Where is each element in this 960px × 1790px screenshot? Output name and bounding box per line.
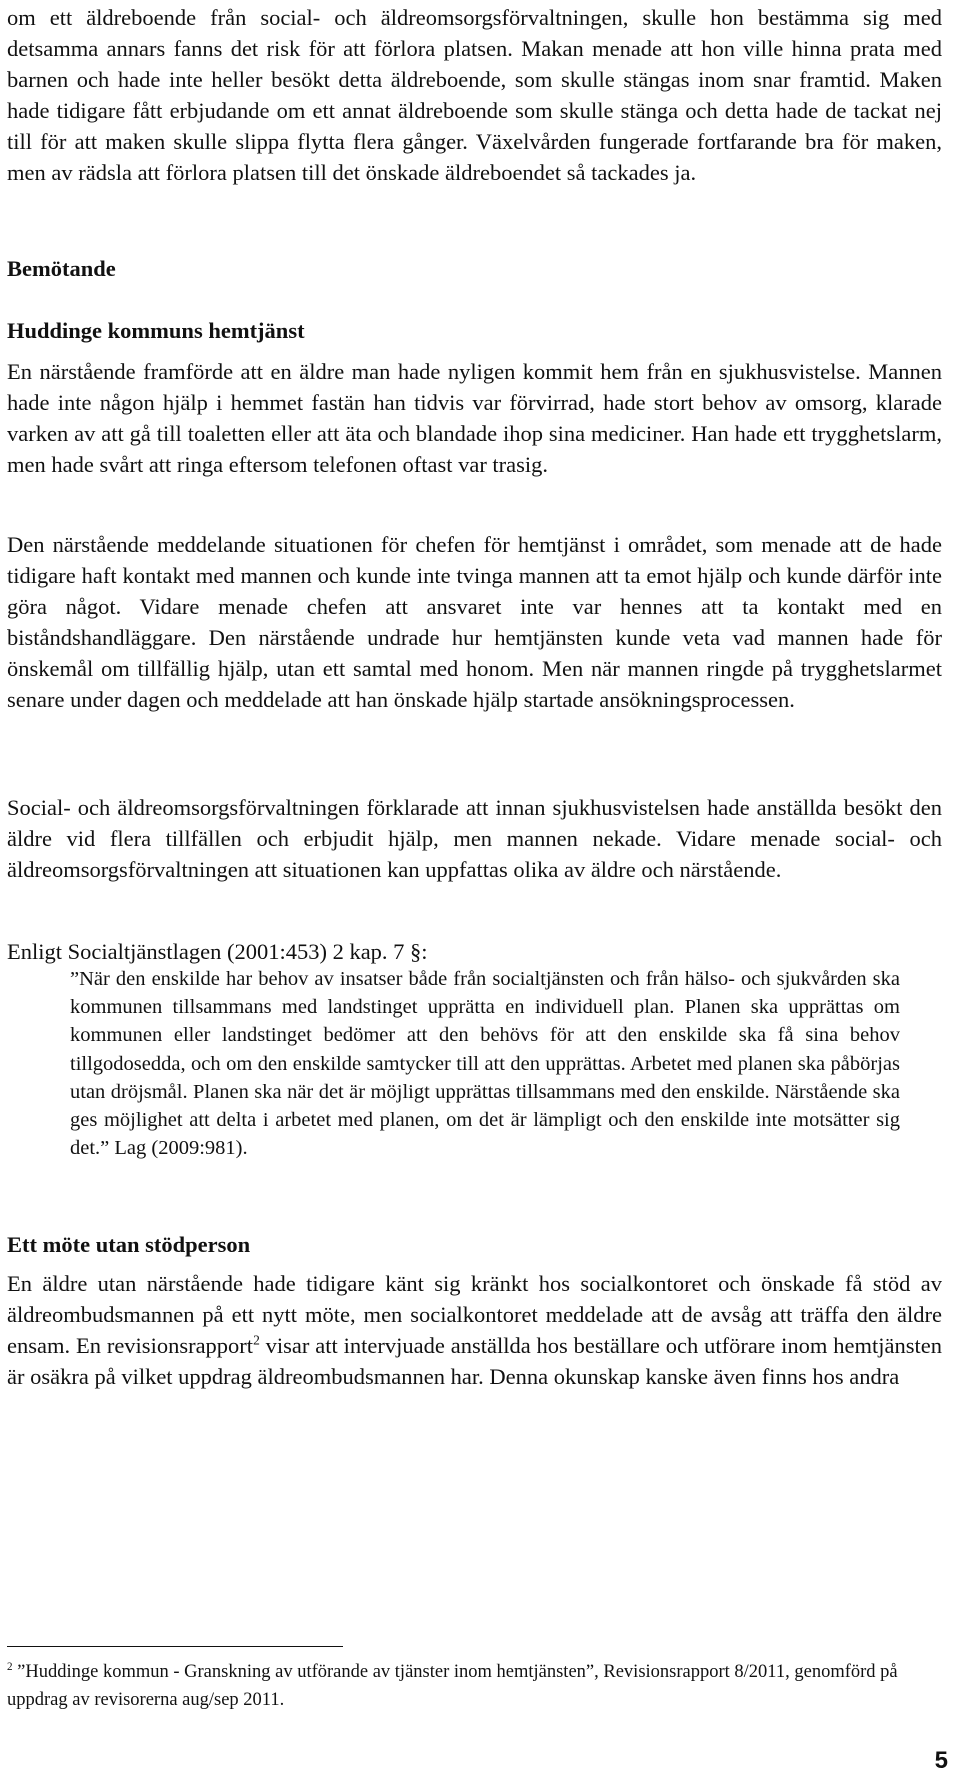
footnote-divider [7, 1646, 343, 1647]
paragraph-mote-part2: visar att intervjuade anställda hos beställare och utförare inom hemtjänsten är osäkra på vilket uppdrag äldreombudsmannen har. Denna okunskap kanske även finns hos andra [7, 1333, 942, 1389]
heading-mote-utan-stodperson: Ett möte utan stödperson [7, 1232, 251, 1257]
footnote [7, 1658, 942, 1714]
paragraph-hospital-return: En närstående framförde att en äldre man hade nyligen kommit hem från en sjukhusvistelse. Mannen hade inte någon hjälp i hemmet fastän han tidvis var förvirrad, hade stort behov av omsorg, klarade varken av att gå till toaletten eller att äta och blandade ihop sina mediciner. Han hade ett trygghetslarm, men hade svårt att ringa eftersom telefonen oftast var trasig. [7, 359, 942, 477]
paragraph-chef-response: Den närstående meddelande situationen för chefen för hemtjänst i området, som menade att de hade tidigare haft kontakt med mannen och kunde inte tvinga mannen att ta emot hjälp och kunde därför inte göra något. Vidare menade chefen att ansvaret inte var hennes att ta kontakt med en biståndshandläggare. Den närstående undrade hur hemtjänsten kunde veta vad mannen hade för önskemål om tillfällig hjälp, utan ett samtal med honom. Men när mannen ringde på trygghetslarmet senare under dagen och meddelade att han önskade hjälp startade ansökningsprocessen. [7, 532, 942, 712]
paragraph-law-reference: Enligt Socialtjänstlagen (2001:453) 2 kap. 7 §: [7, 939, 428, 964]
heading-bemotande: Bemötande [7, 256, 116, 281]
paragraph-mote-part1: En äldre utan närstående hade tidigare känt sig kränkt hos socialkontoret och önskade få stöd av äldreombudsmannen på ett nytt möte, men socialkontoret meddelade att de avsåg att träffa den äldre ensam. En revisionsrapport [7, 1271, 942, 1358]
footnote-reference: 2 [253, 1332, 260, 1348]
law-quote: ”När den enskilde har behov av insatser både från socialtjänsten och från hälso- och sjukvården ska kommunen tillsammans med landstinget upprätta en individuell plan. Planen ska upprättas om kommunen eller landstinget bedömer att den behövs för att den enskilde ska få sina behov tillgodosedda, och om den enskilde samtycker till att den upprättas. Arbetet med planen ska påbörjas utan dröjsmål. Planen ska när det är möjligt upprättas tillsammans med den enskilde. Närstående ska ges möjlighet att delta i arbetet med planen, om det är lämpligt och den enskilde inte motsätter sig det.” Lag (2009:981). [70, 968, 900, 1160]
footnote-number: 2 [7, 1660, 13, 1673]
paragraph-mote [7, 1268, 942, 1392]
paragraph-elderly-housing: om ett äldreboende från social- och äldreomsorgsförvaltningen, skulle hon bestämma sig med detsamma annars fanns det risk för att förlora platsen. Makan menade att hon ville hinna prata med barnen och hade inte heller besökt detta äldreboende, som skulle stängas inom snar framtid. Maken hade tidigare fått erbjudande om ett annat äldreboende som skulle stänga och detta hade de tackat nej till för att maken skulle slippa flytta flera gånger. Växelvården fungerade fortfarande bra för maken, men av rädsla att förlora platsen till det önskade äldreboendet så tackades ja. [7, 5, 942, 185]
page-number: 5 [934, 1747, 948, 1774]
heading-huddinge-hemtjanst: Huddinge kommuns hemtjänst [7, 318, 305, 343]
paragraph-forvaltning-response: Social- och äldreomsorgsförvaltningen förklarade att innan sjukhusvistelsen hade anställda besökt den äldre vid flera tillfällen och erbjudit hjälp, men mannen nekade. Vidare menade social- och äldreomsorgsförvaltningen att situationen kan uppfattas olika av äldre och närstående. [7, 795, 942, 882]
footnote-text: ”Huddinge kommun - Granskning av utförande av tjänster inom hemtjänsten”, Revisionsrapport 8/2011, genomförd på uppdrag av revisorerna aug/sep 2011. [7, 1662, 898, 1710]
